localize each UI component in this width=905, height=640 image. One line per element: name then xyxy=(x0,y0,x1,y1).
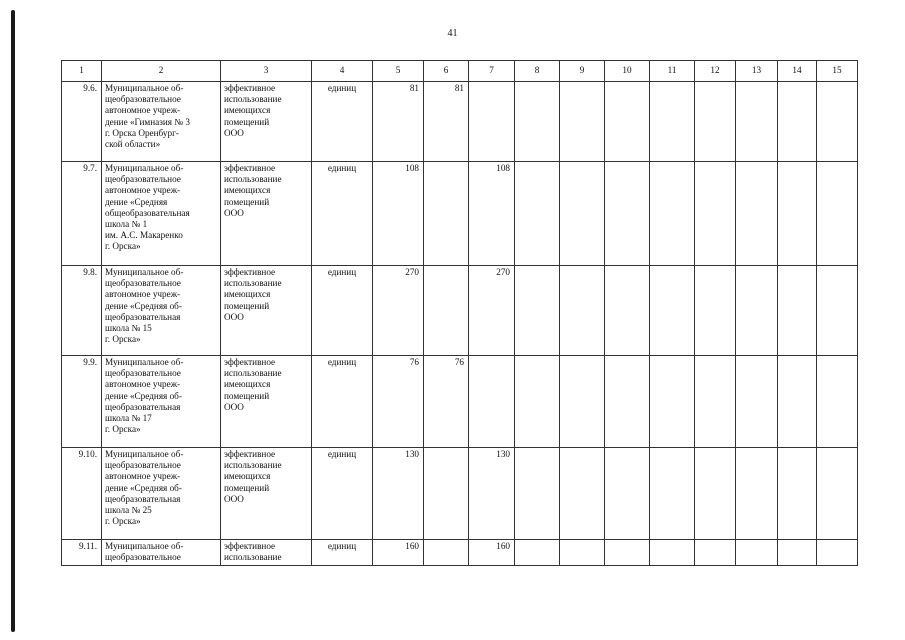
unit-cell: единиц xyxy=(312,266,373,356)
unit-cell: единиц xyxy=(312,448,373,540)
empty-cell-col13 xyxy=(736,356,778,448)
empty-cell-col14 xyxy=(778,162,817,266)
value-col5-cell: 160 xyxy=(373,540,424,566)
indicator-cell: эффективное использование имеющихся помещений ООО xyxy=(221,162,312,266)
institution-name-cell: Муниципальное об- щеобразовательное автономное учреж- дение «Средняя общеобразовательная школа № 1 им. А.С. Макаренко г. Орска» xyxy=(102,162,221,266)
value-col7-cell: 270 xyxy=(469,266,515,356)
value-col6-cell xyxy=(424,540,469,566)
header-row xyxy=(62,61,858,82)
empty-cell-col14 xyxy=(778,356,817,448)
empty-cell-col10 xyxy=(605,448,650,540)
value-col7-cell: 108 xyxy=(469,162,515,266)
empty-cell-col12 xyxy=(695,448,736,540)
value-col5-cell: 81 xyxy=(373,82,424,162)
value-col6-cell xyxy=(424,266,469,356)
empty-cell-col8 xyxy=(515,82,560,162)
column-header-3: 3 xyxy=(221,61,312,82)
empty-cell-col12 xyxy=(695,162,736,266)
empty-cell-col12 xyxy=(695,540,736,566)
column-header-10: 10 xyxy=(605,61,650,82)
row-number-cell: 9.8. xyxy=(62,266,102,356)
empty-cell-col11 xyxy=(650,162,695,266)
column-header-15: 15 xyxy=(817,61,858,82)
row-number-cell: 9.6. xyxy=(62,82,102,162)
unit-cell: единиц xyxy=(312,82,373,162)
empty-cell-col15 xyxy=(817,448,858,540)
unit-cell: единиц xyxy=(312,162,373,266)
empty-cell-col15 xyxy=(817,162,858,266)
value-col6-cell xyxy=(424,162,469,266)
table-row xyxy=(62,356,858,448)
page-number: 41 xyxy=(447,28,458,39)
indicator-cell: эффективное использование имеющихся помещений ООО xyxy=(221,82,312,162)
empty-cell-col9 xyxy=(560,162,605,266)
value-col5-cell: 76 xyxy=(373,356,424,448)
empty-cell-col13 xyxy=(736,162,778,266)
empty-cell-col11 xyxy=(650,448,695,540)
row-number-cell: 9.9. xyxy=(62,356,102,448)
empty-cell-col9 xyxy=(560,82,605,162)
column-header-13: 13 xyxy=(736,61,778,82)
empty-cell-col11 xyxy=(650,356,695,448)
empty-cell-col10 xyxy=(605,540,650,566)
table-row xyxy=(62,540,858,566)
empty-cell-col14 xyxy=(778,540,817,566)
value-col6-cell: 81 xyxy=(424,82,469,162)
row-number-cell: 9.10. xyxy=(62,448,102,540)
table-row xyxy=(62,448,858,540)
empty-cell-col9 xyxy=(560,266,605,356)
indicator-cell: эффективное использование имеющихся помещений ООО xyxy=(221,448,312,540)
indicator-cell: эффективное использование имеющихся помещений ООО xyxy=(221,266,312,356)
data-table xyxy=(61,60,858,566)
table-row xyxy=(62,162,858,266)
empty-cell-col11 xyxy=(650,82,695,162)
institution-name-cell: Муниципальное об- щеобразовательное автономное учреж- дение «Гимназия № 3 г. Орска Оренбург- ской области» xyxy=(102,82,221,162)
value-col7-cell xyxy=(469,82,515,162)
unit-cell: единиц xyxy=(312,540,373,566)
empty-cell-col14 xyxy=(778,266,817,356)
empty-cell-col13 xyxy=(736,448,778,540)
empty-cell-col8 xyxy=(515,266,560,356)
value-col5-cell: 270 xyxy=(373,266,424,356)
value-col6-cell: 76 xyxy=(424,356,469,448)
empty-cell-col14 xyxy=(778,448,817,540)
empty-cell-col11 xyxy=(650,266,695,356)
empty-cell-col15 xyxy=(817,82,858,162)
value-col7-cell: 160 xyxy=(469,540,515,566)
empty-cell-col8 xyxy=(515,356,560,448)
empty-cell-col10 xyxy=(605,356,650,448)
value-col7-cell: 130 xyxy=(469,448,515,540)
indicator-cell: эффективное использование xyxy=(221,540,312,566)
empty-cell-col8 xyxy=(515,448,560,540)
column-header-9: 9 xyxy=(560,61,605,82)
row-number-cell: 9.7. xyxy=(62,162,102,266)
empty-cell-col13 xyxy=(736,540,778,566)
column-header-1: 1 xyxy=(62,61,102,82)
column-header-8: 8 xyxy=(515,61,560,82)
institution-name-cell: Муниципальное об- щеобразовательное xyxy=(102,540,221,566)
value-col6-cell xyxy=(424,448,469,540)
empty-cell-col14 xyxy=(778,82,817,162)
empty-cell-col10 xyxy=(605,162,650,266)
empty-cell-col11 xyxy=(650,540,695,566)
empty-cell-col12 xyxy=(695,356,736,448)
table-row xyxy=(62,266,858,356)
unit-cell: единиц xyxy=(312,356,373,448)
institution-name-cell: Муниципальное об- щеобразовательное автономное учреж- дение «Средняя об- щеобразовательная школа № 17 г. Орска» xyxy=(102,356,221,448)
empty-cell-col9 xyxy=(560,356,605,448)
empty-cell-col15 xyxy=(817,540,858,566)
binding-strip xyxy=(11,10,15,632)
column-header-4: 4 xyxy=(312,61,373,82)
column-header-11: 11 xyxy=(650,61,695,82)
indicator-cell: эффективное использование имеющихся помещений ООО xyxy=(221,356,312,448)
row-number-cell: 9.11. xyxy=(62,540,102,566)
value-col5-cell: 108 xyxy=(373,162,424,266)
column-header-14: 14 xyxy=(778,61,817,82)
table-row xyxy=(62,82,858,162)
empty-cell-col12 xyxy=(695,266,736,356)
empty-cell-col9 xyxy=(560,540,605,566)
column-header-12: 12 xyxy=(695,61,736,82)
empty-cell-col15 xyxy=(817,266,858,356)
column-header-6: 6 xyxy=(424,61,469,82)
institution-name-cell: Муниципальное об- щеобразовательное автономное учреж- дение «Средняя об- щеобразовательная школа № 25 г. Орска» xyxy=(102,448,221,540)
column-header-5: 5 xyxy=(373,61,424,82)
empty-cell-col12 xyxy=(695,82,736,162)
empty-cell-col13 xyxy=(736,82,778,162)
institution-name-cell: Муниципальное об- щеобразовательное автономное учреж- дение «Средняя об- щеобразовательная школа № 15 г. Орска» xyxy=(102,266,221,356)
empty-cell-col9 xyxy=(560,448,605,540)
empty-cell-col15 xyxy=(817,356,858,448)
empty-cell-col8 xyxy=(515,162,560,266)
column-header-2: 2 xyxy=(102,61,221,82)
value-col5-cell: 130 xyxy=(373,448,424,540)
empty-cell-col13 xyxy=(736,266,778,356)
empty-cell-col8 xyxy=(515,540,560,566)
column-header-7: 7 xyxy=(469,61,515,82)
empty-cell-col10 xyxy=(605,82,650,162)
value-col7-cell xyxy=(469,356,515,448)
empty-cell-col10 xyxy=(605,266,650,356)
